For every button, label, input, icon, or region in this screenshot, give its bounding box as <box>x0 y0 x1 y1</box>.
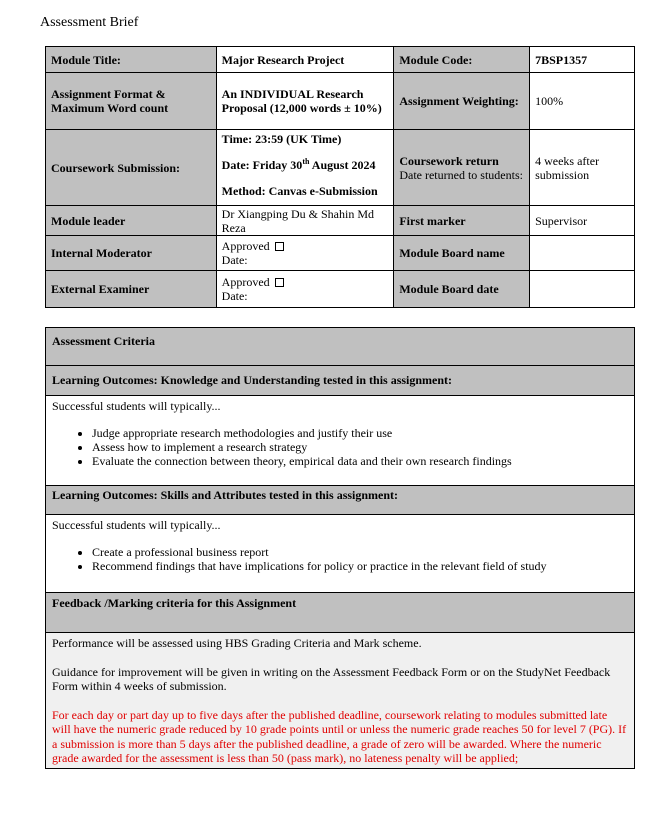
date-line: Date: <box>221 253 248 267</box>
module-code-label: Module Code: <box>394 47 530 73</box>
document-title: Assessment Brief <box>40 15 139 30</box>
board-date-value <box>530 271 635 308</box>
module-code-value: 7BSP1357 <box>530 47 635 73</box>
lateness-penalty-text: For each day or part day up to five days after the published deadline, coursework relating to modules submitted late will have the numeric grade reduced by 10 grade points until or unless the numeric grade reaches 50 for level 7 (PG). If a submission is more than 5 days after the published deadline, a grade of zero will be awarded. Where the numeric grade awarded for the assessment is less than 50 (pass mark), no lateness penalty will be applied; <box>52 707 627 765</box>
date-line: Date: <box>221 289 248 303</box>
approved-checkbox[interactable] <box>275 242 284 251</box>
table-row <box>46 206 635 236</box>
return-label: Coursework return <box>399 153 499 168</box>
weighting-label: Assignment Weighting: <box>394 73 530 130</box>
return-sublabel: Date returned to students: <box>399 167 523 182</box>
table-row <box>46 271 635 308</box>
table-row <box>46 396 635 486</box>
submission-details <box>216 130 394 206</box>
table-row <box>46 47 635 73</box>
table-row <box>46 328 635 366</box>
return-label-cell <box>394 130 530 206</box>
external-examiner-label: External Examiner <box>46 271 217 308</box>
approved-checkbox[interactable] <box>275 278 284 287</box>
first-marker-label: First marker <box>394 206 530 236</box>
performance-text: Performance will be assessed using HBS Grading Criteria and Mark scheme. <box>52 636 422 650</box>
first-marker-value: Supervisor <box>530 206 635 236</box>
submission-date: Date: Friday 30th August 2024 <box>221 157 376 172</box>
table-row <box>46 366 635 396</box>
module-leader-value: Dr Xiangping Du & Shahin Md Reza <box>216 206 394 236</box>
table-row <box>46 130 635 206</box>
guidance-text: Guidance for improvement will be given in writing on the Assessment Feedback Form or on the StudyNet Feedback Form within 4 weeks of submission. <box>52 664 611 693</box>
list-item: • Evaluate the connection between theory, empirical data and their own research findings <box>92 454 628 468</box>
skills-intro: Successful students will typically... <box>52 518 221 532</box>
skills-cell <box>46 515 635 593</box>
knowledge-list <box>92 426 628 468</box>
lo-knowledge-heading: Learning Outcomes: Knowledge and Understanding tested in this assignment: <box>46 366 635 396</box>
skills-list <box>92 545 628 573</box>
module-leader-label: Module leader <box>46 206 217 236</box>
module-title-label: Module Title: <box>46 47 217 73</box>
board-name-value <box>530 236 635 271</box>
submission-method: Method: Canvas e-Submission <box>221 184 378 198</box>
list-item: • Assess how to implement a research strategy <box>92 440 628 454</box>
table-row <box>46 633 635 769</box>
table-row <box>46 236 635 271</box>
criteria-heading: Assessment Criteria <box>46 328 635 366</box>
submission-label: Coursework Submission: <box>46 130 217 206</box>
table-row <box>46 593 635 633</box>
feedback-heading: Feedback /Marking criteria for this Assignment <box>46 593 635 633</box>
assessment-criteria-table <box>45 327 635 769</box>
internal-moderator-label: Internal Moderator <box>46 236 217 271</box>
table-row <box>46 73 635 130</box>
table-row <box>46 515 635 593</box>
assessment-brief-table <box>45 46 635 308</box>
module-title-value: Major Research Project <box>216 47 394 73</box>
external-approval-cell <box>216 271 394 308</box>
weighting-value: 100% <box>530 73 635 130</box>
internal-approval-cell <box>216 236 394 271</box>
list-item: • Judge appropriate research methodologies and justify their use <box>92 426 628 440</box>
format-value: An INDIVIDUAL Research Proposal (12,000 words ± 10%) <box>216 73 394 130</box>
approved-line: Approved <box>222 239 389 253</box>
list-item: • Recommend findings that have implications for policy or practice in the relevant field of study <box>92 559 628 573</box>
return-value: 4 weeks after submission <box>530 130 635 206</box>
lo-skills-heading: Learning Outcomes: Skills and Attributes tested in this assignment: <box>46 486 635 515</box>
list-item: • Create a professional business report <box>92 545 628 559</box>
knowledge-intro: Successful students will typically... <box>52 399 221 413</box>
format-label: Assignment Format & Maximum Word count <box>46 73 217 130</box>
knowledge-cell <box>46 396 635 486</box>
submission-time: Time: 23:59 (UK Time) <box>221 132 342 146</box>
board-date-label: Module Board date <box>394 271 530 308</box>
approved-line: Approved <box>222 275 389 289</box>
board-name-label: Module Board name <box>394 236 530 271</box>
feedback-cell <box>46 633 635 769</box>
table-row <box>46 486 635 515</box>
